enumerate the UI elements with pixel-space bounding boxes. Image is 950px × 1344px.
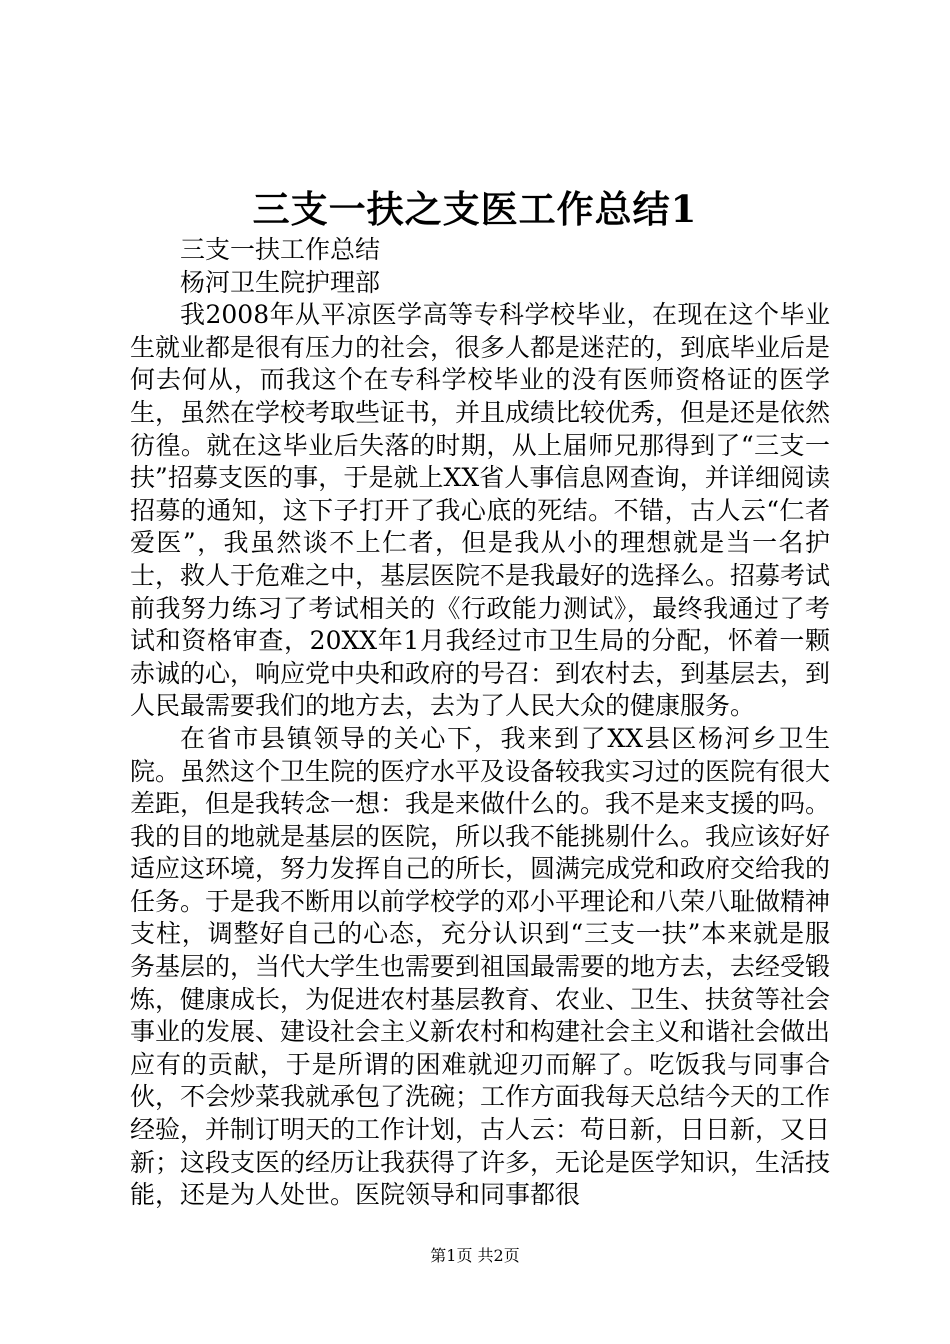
document-title: 三支一扶之支医工作总结1 (252, 187, 698, 231)
department-line: 杨河卫生院护理部 (180, 267, 381, 297)
subtitle: 三支一扶工作总结 (180, 235, 381, 264)
page-footer: 第1页 共2页 (430, 1246, 520, 1265)
document-body (130, 234, 830, 1212)
paragraph-2: 在省市县镇领导的关心下，我来到了XX县区杨河乡卫生院。虽然这个卫生院的医疗水平及设备较我实习过的医院有很大差距，但是我转念一想：我是来做什么的。我不是来支援的吗。我的目的地就是基层的医院，所以我不能挑剔什么。我应该好好适应这环境，努力发挥自己的所长，圆满完成党和政府交给我的任务。于是我不断用以前学校学的邓小平理论和八荣八耻做精神支柱，调整好自己的心态，充分认识到“三支一扶”本来就是服务基层的，当代大学生也需要到祖国最需要的地方去，去经受锻炼，健康成长，为促进农村基层教育、农业、卫生、扶贫等社会事业的发展、建设社会主义新农村和构建社会主义和谐社会做出应有的贡献，于是所谓的困难就迎刃而解了。吃饭我与同事合伙，不会炒菜我就承包了洗碗；工作方面我每天总结今天的工作经验，并制订明天的工作计划，古人云：苟日新，日日新，又日新；这段支医的经历让我获得了许多，无论是医学知识，生活技能，还是为人处世。医院领导和同事都很 (130, 723, 831, 1210)
paragraph-1: 我2008年从平凉医学高等专科学校毕业，在现在这个毕业生就业都是很有压力的社会，很多人都是迷茫的，到底毕业后是何去何从，而我这个在专科学校毕业的没有医师资格证的医学生，虽然在学校考取些证书，并且成绩比较优秀，但是还是依然彷徨。就在这毕业后失落的时期，从上届师兄那得到了“三支一扶”招募支医的事，于是就上XX省人事信息网查询，并详细阅读招募的通知，这下子打开了我心底的死结。不错，古人云“仁者爱医”，我虽然谈不上仁者，但是我从小的理想就是当一名护士，救人于危难之中，基层医院不是我最好的选择么。招募考试前我努力练习了考试相关的《行政能力测试》，最终我通过了考试和资格审查，20XX年1月我经过市卫生局的分配，怀着一颗赤诚的心，响应党中央和政府的号召：到农村去，到基层去，到人民最需要我们的地方去，去为了人民大众的健康服务。 (130, 300, 831, 721)
